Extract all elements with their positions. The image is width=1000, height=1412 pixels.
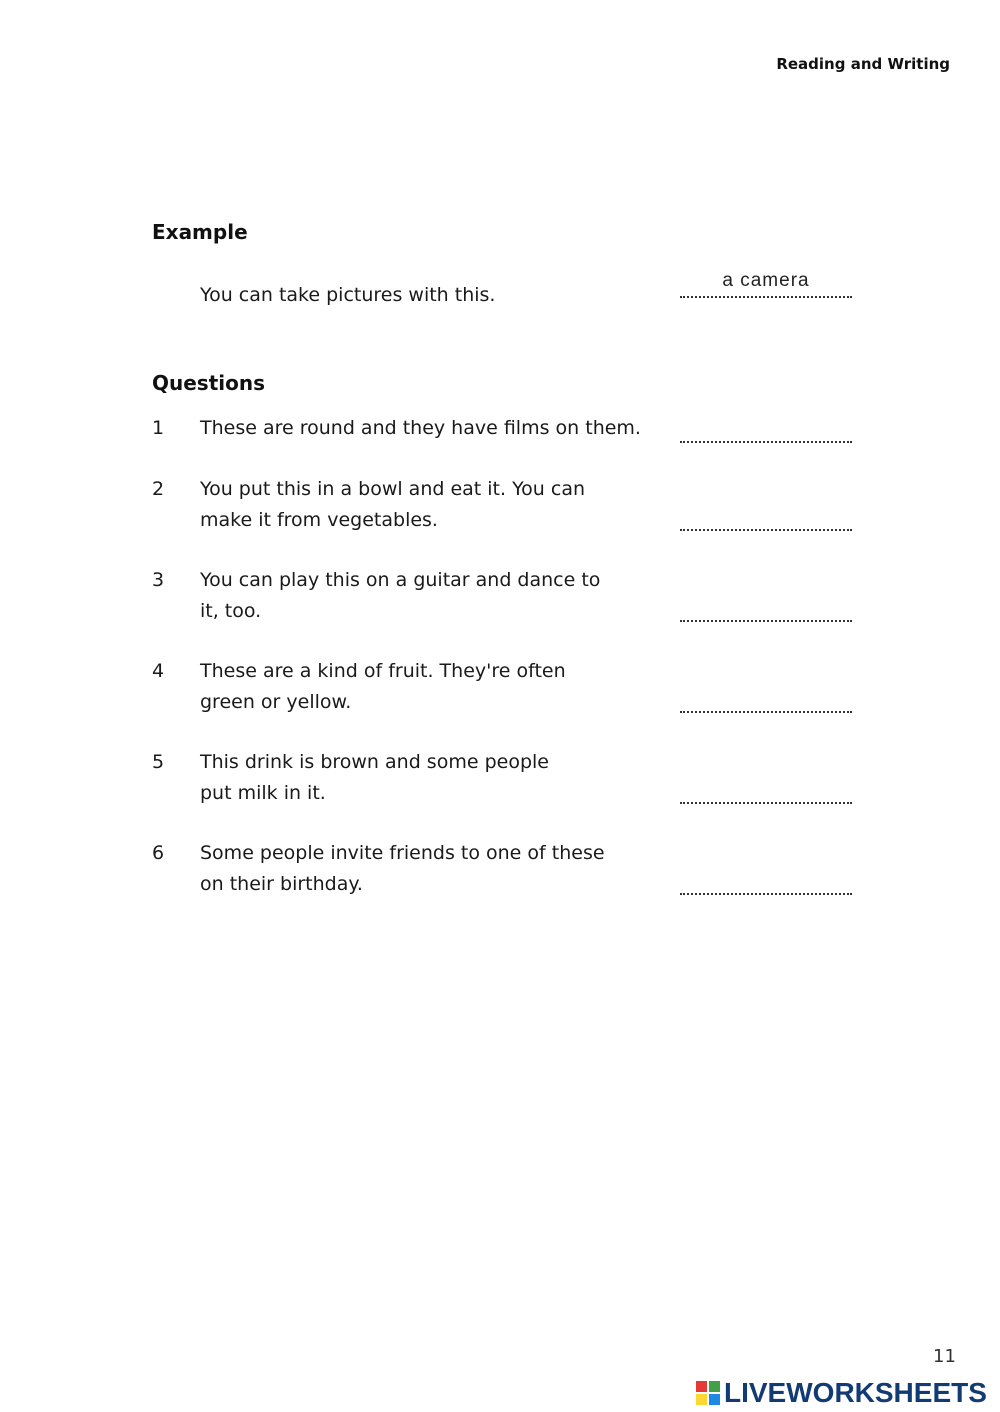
- question-number: 2: [152, 478, 165, 500]
- question-item-4: [152, 656, 852, 726]
- page-number: 11: [933, 1346, 956, 1367]
- question-number: 1: [152, 417, 165, 439]
- answer-input-5[interactable]: [680, 776, 852, 802]
- question-number: 3: [152, 569, 165, 591]
- example-text: You can take pictures with this.: [200, 284, 496, 306]
- example-answer-line: [680, 270, 852, 298]
- question-number: 6: [152, 842, 165, 864]
- answer-field-2[interactable]: [680, 503, 852, 531]
- question-text: You put this in a bowl and eat it. You can make it from vegetables.: [200, 478, 586, 531]
- question-number: 4: [152, 660, 165, 682]
- question-item-5: [152, 747, 852, 817]
- page-header-title: Reading and Writing: [776, 55, 950, 73]
- answer-field-4[interactable]: [680, 685, 852, 713]
- question-text: These are a kind of fruit. They're often green or yellow.: [200, 660, 566, 713]
- question-text: Some people invite friends to one of these on their birthday.: [200, 842, 605, 895]
- example-answer: a camera: [722, 270, 810, 291]
- brand-name: LIVEWORKSHEETS: [724, 1377, 987, 1408]
- answer-field-5[interactable]: [680, 776, 852, 804]
- question-text: You can play this on a guitar and dance to it, too.: [200, 569, 601, 622]
- answer-field-6[interactable]: [680, 867, 852, 895]
- question-item-1: [152, 413, 852, 483]
- answer-input-1[interactable]: [680, 415, 852, 441]
- question-text: These are round and they have films on them.: [200, 417, 641, 439]
- questions-heading: Questions: [152, 371, 266, 395]
- question-text: This drink is brown and some people put milk in it.: [200, 751, 549, 804]
- liveworksheets-brand[interactable]: [696, 1378, 987, 1408]
- question-number: 5: [152, 751, 165, 773]
- answer-input-6[interactable]: [680, 867, 852, 893]
- question-item-2: [152, 474, 852, 544]
- liveworksheets-logo-icon: [696, 1381, 720, 1405]
- example-item: [152, 270, 852, 350]
- question-item-6: [152, 838, 852, 908]
- answer-input-4[interactable]: [680, 685, 852, 711]
- example-heading: Example: [152, 220, 248, 244]
- answer-field-3[interactable]: [680, 594, 852, 622]
- question-item-3: [152, 565, 852, 635]
- answer-field-1[interactable]: [680, 415, 852, 443]
- answer-input-3[interactable]: [680, 594, 852, 620]
- answer-input-2[interactable]: [680, 503, 852, 529]
